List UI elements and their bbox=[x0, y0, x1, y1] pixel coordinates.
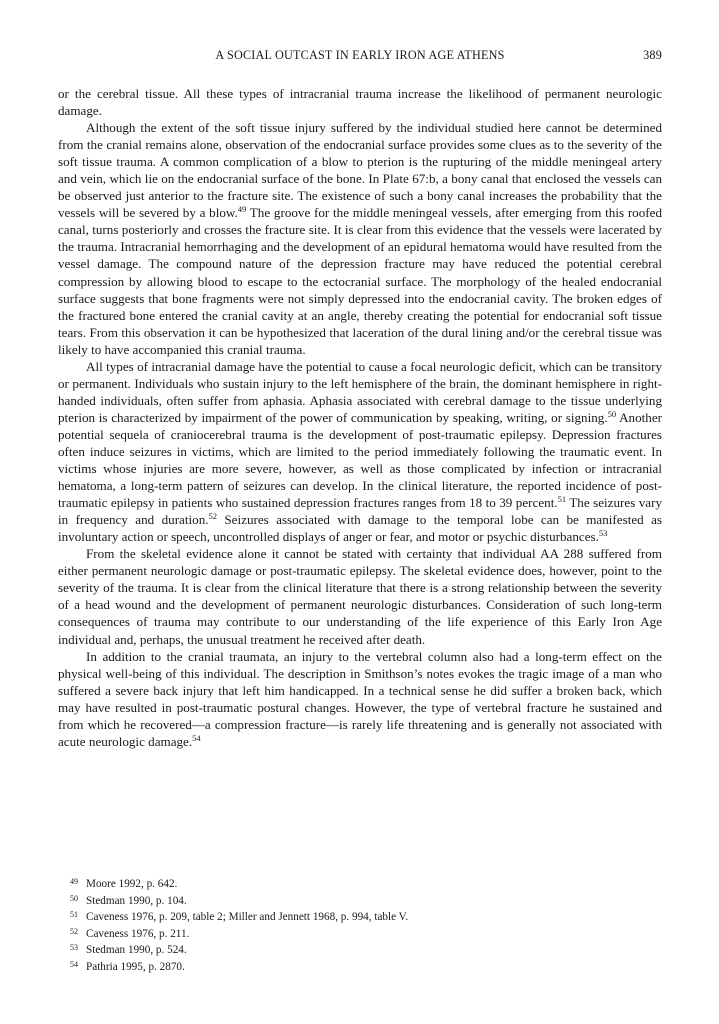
footnote bbox=[70, 941, 408, 958]
paragraph-text: or the cerebral tissue. All these types of intracranial trauma increase the likelihood of permanent neurologic damage. bbox=[58, 86, 662, 119]
body-text bbox=[58, 85, 662, 750]
footnote bbox=[70, 892, 408, 909]
footnote-reference: 54 bbox=[192, 732, 201, 743]
body-paragraph bbox=[58, 119, 662, 358]
page bbox=[58, 48, 662, 750]
paragraph-text: The groove for the middle meningeal vessels, after emerging from this roofed canal, turns posteriorly and crosses the fracture site. It is clear from this evidence that the vessels were lacerated by the trauma. Intracranial hemorrhaging and the development of an epidural hematoma would have resulted from the vessel damage. The compound nature of the depression fracture may have reduced the potential cerebral compression by allowing blood to escape to the ectocranial surface. The morphology of the healed endocranial surface suggests that bone fragments were not simply depressed into the endocranial cavity. The broken edges of the fractured bone entered the cranial cavity at an angle, thereby creating the potential for endocranial soft tissue tears. From this observation it can be hypothesized that laceration of the dural lining and/or the cerebral tissue was likely to have accompanied this cranial trauma. bbox=[58, 205, 662, 357]
paragraph-text: In addition to the cranial traumata, an injury to the vertebral column also had a long-term effect on the physical well-being of this individual. The description in Smithson’s notes evokes the tragic image of a man who suffered a severe back injury that left him handicapped. In a technical sense he did suffer a broken back, which may have resulted in post-traumatic postural changes. However, the type of vertebral fracture he sustained and from which he recovered—a compression fracture—is rarely life threatening and is generally not associated with acute neurologic damage. bbox=[58, 648, 662, 749]
running-head bbox=[58, 48, 662, 68]
footnote bbox=[70, 875, 408, 892]
footnote-number: 50 bbox=[70, 893, 78, 903]
footnote-reference: 49 bbox=[237, 204, 247, 215]
paragraph-text: Although the extent of the soft tissue injury suffered by the individual studied here cannot be determined from the cranial remains alone, observation of the endocranial surface provides some clues as to the severity of the soft tissue trauma. A common complication of a blow to pterion is the rupturing of the middle meningeal artery and vein, which lie on the endocranial surface of the bone. In Plate 67:b, a bony canal that enclosed the vessels can be observed just anterior to the fracture site. The existence of such a bony canal increases the probability that the vessels will be severed by a blow. bbox=[58, 120, 662, 221]
running-title: A SOCIAL OUTCAST IN EARLY IRON AGE ATHENS bbox=[215, 48, 505, 62]
footnote bbox=[70, 925, 408, 942]
body-paragraph bbox=[58, 648, 662, 750]
footnote-number: 54 bbox=[70, 959, 78, 969]
page-number: 389 bbox=[643, 48, 662, 62]
body-paragraph bbox=[58, 358, 662, 546]
footnote-number: 49 bbox=[70, 877, 78, 886]
paragraph-text: Another potential sequela of craniocerebral trauma is the development of post-traumatic epilepsy. Depression fractures often induce seizures in victims, which are limited to the period immediately following the traumatic event. In victims whose injuries are more severe, however, as well as those complicated by infection or intracranial hematoma, a long-term pattern of seizures can develop. In the clinical literature, the reported incidence of post-traumatic epilepsy in patients who sustained depression fractures ranges from 18 to 39 percent. bbox=[58, 409, 662, 511]
paragraph-text: Seizures associated with damage to the temporal lobe can be manifested as involuntary action or speech, uncontrolled displays of anger or fear, and motor or psychic disturbances. bbox=[58, 512, 662, 545]
footnote-text: Stedman 1990, p. 524. bbox=[86, 944, 187, 956]
footnote-reference: 52 bbox=[208, 511, 218, 522]
paragraph-text: The seizures vary in frequency and duration. bbox=[58, 495, 662, 528]
paragraph-text: All types of intracranial damage have the potential to cause a focal neurologic deficit, which can be transitory or permanent. Individuals who sustain injury to the left hemisphere of the brain, the dominant hemisphere in right-handed individuals, often suffer from aphasia. Aphasia associated with cerebral damage to the tissue underlying pterion is characterized by impairment of the power of communication by speaking, writing, or signing. bbox=[58, 358, 662, 425]
footnote-reference: 53 bbox=[598, 528, 608, 539]
footnote bbox=[70, 958, 408, 975]
footnote-number: 52 bbox=[70, 926, 78, 936]
paragraph-text: From the skeletal evidence alone it cannot be stated with certainty that individual AA 288 suffered from either permanent neurologic damage or post-traumatic epilepsy. The skeletal evidence does, however, point to the severity of the trauma. It is clear from the clinical literature that there is a strong relationship between the severity of a head wound and the development of permanent neurologic disturbances. Consideration of such long-term consequences of trauma may contribute to our understanding of the life experience of this Early Iron Age individual and, perhaps, the unusual treatment he received after death. bbox=[58, 546, 662, 647]
body-paragraph bbox=[58, 545, 662, 647]
footnote-reference: 50 bbox=[607, 408, 617, 419]
footnote-text: Stedman 1990, p. 104. bbox=[86, 894, 187, 907]
footnote-reference: 51 bbox=[557, 494, 567, 505]
footnote-text: Moore 1992, p. 642. bbox=[86, 878, 178, 890]
footnote-text: Caveness 1976, p. 209, table 2; Miller and Jennett 1968, p. 994, table V. bbox=[86, 911, 409, 923]
footnote-text: Pathria 1995, p. 2870. bbox=[86, 960, 185, 973]
footnotes bbox=[70, 875, 408, 974]
footnote-text: Caveness 1976, p. 211. bbox=[86, 927, 190, 940]
footnote bbox=[70, 908, 408, 925]
footnote-number: 53 bbox=[70, 943, 78, 952]
footnote-number: 51 bbox=[70, 910, 78, 919]
body-paragraph bbox=[58, 85, 662, 119]
